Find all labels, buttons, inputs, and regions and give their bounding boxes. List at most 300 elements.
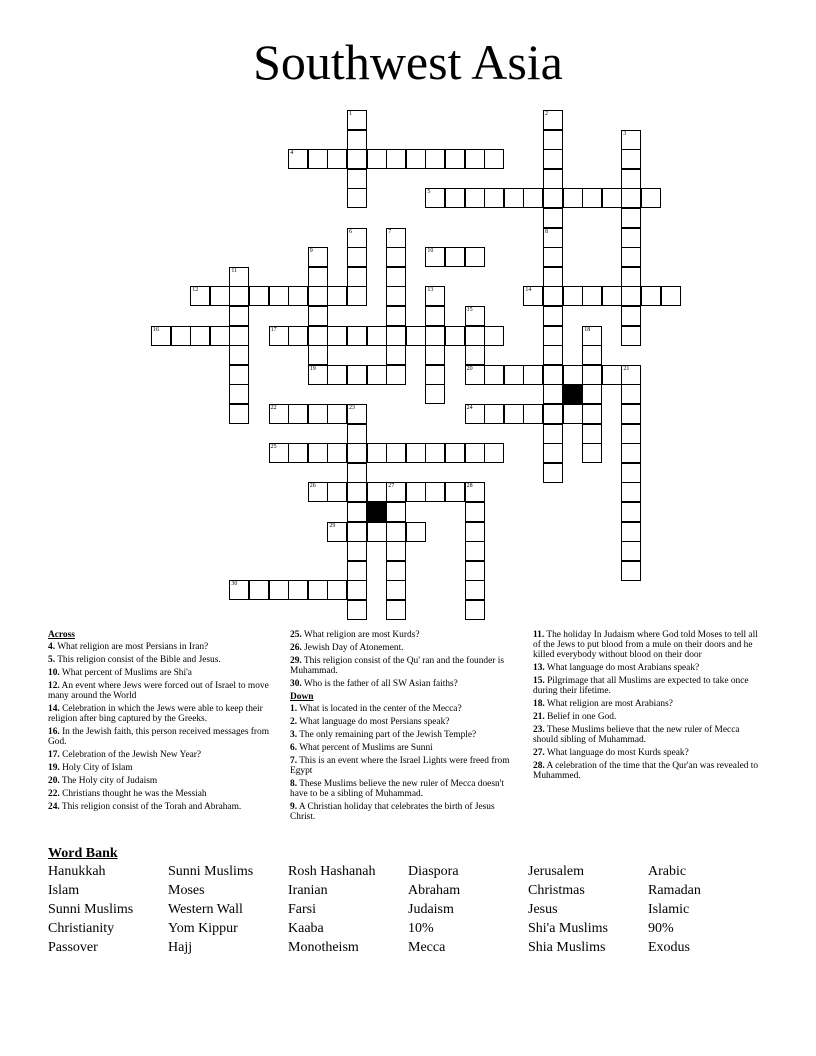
- clue: [48, 727, 284, 747]
- grid-cell[interactable]: [288, 149, 308, 169]
- grid-cell[interactable]: [386, 580, 406, 600]
- clue-text: These Muslims believe the new ruler of Mecca doesn't have to be a sibling of Muhammad.: [290, 779, 504, 799]
- grid-cell[interactable]: [425, 149, 445, 169]
- across-heading: Across: [48, 630, 75, 640]
- grid-cell[interactable]: [406, 522, 426, 542]
- grid-cell[interactable]: [543, 286, 563, 306]
- clue-number-label: 21.: [533, 712, 545, 722]
- grid-cell[interactable]: [484, 443, 504, 463]
- clue-text: This religion consist of the Qu' ran and the founder is Muhammad.: [290, 656, 504, 676]
- grid-cell[interactable]: [347, 286, 367, 306]
- grid-cell[interactable]: [563, 404, 583, 424]
- grid-cell[interactable]: [327, 365, 347, 385]
- clue-text: What percent of Muslims are Shi'a: [59, 668, 192, 678]
- grid-cell[interactable]: [229, 345, 249, 365]
- grid-cell[interactable]: [347, 443, 367, 463]
- grid-cell[interactable]: [190, 286, 210, 306]
- grid-cell[interactable]: [308, 326, 328, 346]
- clue-number-label: 8.: [290, 779, 298, 789]
- clue: [48, 750, 284, 760]
- grid-cell[interactable]: [621, 502, 641, 522]
- grid-cell[interactable]: [347, 424, 367, 444]
- grid-cell[interactable]: [386, 443, 406, 463]
- clue-number-label: 12.: [48, 681, 60, 691]
- word-bank-entry: Kaaba: [288, 921, 324, 936]
- grid-cell[interactable]: [425, 365, 445, 385]
- grid-cell[interactable]: [484, 149, 504, 169]
- clue-number-label: 2.: [290, 717, 298, 727]
- grid-cell[interactable]: [504, 188, 524, 208]
- grid-cell[interactable]: [465, 326, 485, 346]
- grid-cell[interactable]: [425, 326, 445, 346]
- grid-cell[interactable]: [641, 286, 661, 306]
- clue-number-label: 9.: [290, 802, 298, 812]
- grid-cell[interactable]: [582, 345, 602, 365]
- clue-number: 29: [329, 522, 336, 529]
- grid-cell[interactable]: [386, 267, 406, 287]
- word-bank-entry: Monotheism: [288, 940, 359, 955]
- grid-cell[interactable]: [347, 482, 367, 502]
- grid-cell[interactable]: [465, 404, 485, 424]
- grid-cell[interactable]: [465, 522, 485, 542]
- clue: [290, 630, 518, 640]
- grid-cell[interactable]: [386, 541, 406, 561]
- grid-cell[interactable]: [445, 247, 465, 267]
- grid-cell[interactable]: [386, 149, 406, 169]
- clue-number-label: 3.: [290, 730, 298, 740]
- grid-cell[interactable]: [543, 267, 563, 287]
- clue-number: 5: [427, 189, 431, 196]
- clue: [533, 748, 765, 758]
- grid-cell[interactable]: [308, 247, 328, 267]
- grid-cell[interactable]: [543, 247, 563, 267]
- grid-cell[interactable]: [347, 228, 367, 248]
- grid-cell[interactable]: [308, 482, 328, 502]
- clue-number-label: 19.: [48, 763, 60, 773]
- grid-cell[interactable]: [661, 286, 681, 306]
- grid-cell[interactable]: [425, 306, 445, 326]
- grid-cell[interactable]: [288, 326, 308, 346]
- clue-text: What language do most Arabians speak?: [544, 663, 700, 673]
- grid-cell[interactable]: [445, 149, 465, 169]
- grid-cell[interactable]: [367, 443, 387, 463]
- clue-text: What percent of Muslims are Sunni: [297, 743, 433, 753]
- word-bank-entry: Abraham: [408, 883, 461, 898]
- grid-cell[interactable]: [621, 463, 641, 483]
- grid-cell[interactable]: [308, 149, 328, 169]
- grid-cell[interactable]: [308, 580, 328, 600]
- grid-cell[interactable]: [229, 306, 249, 326]
- word-bank-entry: Diaspora: [408, 864, 459, 879]
- grid-cell[interactable]: [327, 149, 347, 169]
- clue: [290, 704, 518, 714]
- grid-cell[interactable]: [229, 384, 249, 404]
- grid-cell[interactable]: [171, 326, 191, 346]
- grid-cell[interactable]: [621, 482, 641, 502]
- grid-cell[interactable]: [465, 365, 485, 385]
- grid-cell[interactable]: [327, 286, 347, 306]
- grid-cell[interactable]: [210, 286, 230, 306]
- grid-cell[interactable]: [543, 384, 563, 404]
- grid-cell[interactable]: [543, 228, 563, 248]
- grid-cell[interactable]: [543, 443, 563, 463]
- grid-cell[interactable]: [582, 424, 602, 444]
- grid-cell[interactable]: [347, 130, 367, 150]
- grid-cell[interactable]: [465, 580, 485, 600]
- clue: [533, 761, 765, 781]
- grid-cell[interactable]: [523, 404, 543, 424]
- grid-cell[interactable]: [621, 169, 641, 189]
- grid-cell[interactable]: [465, 600, 485, 620]
- grid-cell[interactable]: [367, 326, 387, 346]
- grid-cell[interactable]: [465, 561, 485, 581]
- grid-cell[interactable]: [621, 208, 641, 228]
- grid-cell[interactable]: [288, 443, 308, 463]
- grid-cell[interactable]: [386, 561, 406, 581]
- clue-number: 3: [623, 130, 627, 137]
- grid-cell[interactable]: [347, 522, 367, 542]
- clue-number: 21: [623, 365, 630, 372]
- grid-cell[interactable]: [406, 326, 426, 346]
- clue-text: This is an event where the Israel Lights were freed from Egypt: [290, 756, 510, 776]
- clue-number: 4: [290, 150, 294, 157]
- grid-cell[interactable]: [621, 404, 641, 424]
- grid-cell[interactable]: [621, 149, 641, 169]
- grid-cell[interactable]: [543, 169, 563, 189]
- clue-text: What religion are most Kurds?: [301, 630, 420, 640]
- grid-cell[interactable]: [347, 502, 367, 522]
- clue: [48, 789, 284, 799]
- grid-cell[interactable]: [288, 404, 308, 424]
- grid-cell[interactable]: [269, 286, 289, 306]
- grid-cell[interactable]: [386, 326, 406, 346]
- grid-cell[interactable]: [621, 130, 641, 150]
- clue: [533, 676, 765, 696]
- word-bank-title: Word Bank: [48, 846, 118, 861]
- grid-cell[interactable]: [386, 247, 406, 267]
- grid-cell[interactable]: [367, 522, 387, 542]
- clue-number-label: 26.: [290, 643, 302, 653]
- grid-cell[interactable]: [327, 522, 347, 542]
- clue-number-label: 7.: [290, 756, 298, 766]
- clue-number-label: 23.: [533, 725, 545, 735]
- grid-cell[interactable]: [327, 404, 347, 424]
- grid-cell[interactable]: [582, 188, 602, 208]
- clue-text: An event where Jews were forced out of Israel to move many around the World: [48, 681, 269, 701]
- grid-cell[interactable]: [347, 404, 367, 424]
- grid-cell[interactable]: [523, 188, 543, 208]
- grid-cell[interactable]: [308, 404, 328, 424]
- word-bank-entry: Sunni Muslims: [48, 902, 134, 917]
- grid-cell[interactable]: [504, 365, 524, 385]
- grid-cell[interactable]: [269, 443, 289, 463]
- clue-number: 19: [309, 365, 316, 372]
- grid-cell[interactable]: [386, 365, 406, 385]
- clue: [290, 679, 518, 689]
- clue-number-label: 6.: [290, 743, 298, 753]
- clue-number-label: 30.: [290, 679, 302, 689]
- grid-cell[interactable]: [386, 345, 406, 365]
- word-bank-entry: Exodus: [648, 940, 690, 955]
- grid-cell[interactable]: [543, 149, 563, 169]
- grid-cell[interactable]: [582, 286, 602, 306]
- word-bank-entry: Jerusalem: [528, 864, 584, 879]
- grid-cell[interactable]: [425, 286, 445, 306]
- clue-text: A celebration of the time that the Qur'an was revealed to Muhammed.: [533, 761, 759, 781]
- grid-cell[interactable]: [563, 286, 583, 306]
- word-bank-entry: Mecca: [408, 940, 446, 955]
- grid-cell[interactable]: [621, 561, 641, 581]
- grid-cell[interactable]: [563, 188, 583, 208]
- grid-cell[interactable]: [406, 443, 426, 463]
- grid-cell[interactable]: [465, 345, 485, 365]
- grid-cell[interactable]: [249, 286, 269, 306]
- grid-cell[interactable]: [465, 149, 485, 169]
- grid-cell[interactable]: [308, 365, 328, 385]
- grid-cell[interactable]: [327, 443, 347, 463]
- grid-cell[interactable]: [347, 169, 367, 189]
- grid-cell[interactable]: [229, 326, 249, 346]
- grid-cell[interactable]: [543, 463, 563, 483]
- grid-cell[interactable]: [484, 326, 504, 346]
- grid-cell[interactable]: [229, 267, 249, 287]
- grid-cell[interactable]: [386, 228, 406, 248]
- clue-number-label: 22.: [48, 789, 60, 799]
- grid-cell[interactable]: [621, 522, 641, 542]
- grid-cell[interactable]: [602, 365, 622, 385]
- clue-number: 26: [309, 483, 316, 490]
- clue-number-label: 15.: [533, 676, 545, 686]
- grid-cell[interactable]: [308, 306, 328, 326]
- clue-number: 1: [349, 111, 352, 117]
- grid-cell[interactable]: [425, 443, 445, 463]
- grid-cell[interactable]: [484, 365, 504, 385]
- grid-cell[interactable]: [543, 365, 563, 385]
- grid-cell[interactable]: [190, 326, 210, 346]
- grid-cell[interactable]: [367, 365, 387, 385]
- word-bank-entry: Shi'a Muslims: [528, 921, 608, 936]
- grid-cell[interactable]: [367, 482, 387, 502]
- clue-text: These Muslims believe that the new ruler of Mecca should sibling of Muhammad.: [533, 725, 740, 745]
- grid-cell[interactable]: [386, 600, 406, 620]
- grid-cell[interactable]: [543, 404, 563, 424]
- grid-cell[interactable]: [582, 326, 602, 346]
- grid-cell[interactable]: [621, 267, 641, 287]
- word-bank-entry: 90%: [648, 921, 674, 936]
- grid-cell[interactable]: [406, 149, 426, 169]
- grid-cell[interactable]: [543, 306, 563, 326]
- grid-cell[interactable]: [445, 482, 465, 502]
- grid-cell[interactable]: [347, 600, 367, 620]
- clue-number: 30: [231, 581, 238, 588]
- clue-text: This religion consist of the Bible and Jesus.: [55, 655, 221, 665]
- grid-cell[interactable]: [621, 541, 641, 561]
- grid-cell[interactable]: [445, 443, 465, 463]
- grid-cell[interactable]: [327, 580, 347, 600]
- grid-cell[interactable]: [563, 365, 583, 385]
- grid-cell[interactable]: [347, 463, 367, 483]
- grid-cell[interactable]: [229, 580, 249, 600]
- grid-cell[interactable]: [465, 541, 485, 561]
- grid-cell[interactable]: [484, 404, 504, 424]
- grid-cell[interactable]: [543, 130, 563, 150]
- clue-text: The holiday In Judaism where God told Moses to tell all of the Jews to put blood from a mule on their doors and he killed everybody without blood on their door: [533, 630, 758, 660]
- grid-cell[interactable]: [308, 267, 328, 287]
- clue-text: Celebration in which the Jews were able to keep their religion after bing captured by the Greeks.: [48, 704, 263, 724]
- clue-number-label: 14.: [48, 704, 60, 714]
- grid-cell[interactable]: [347, 188, 367, 208]
- grid-cell[interactable]: [523, 286, 543, 306]
- grid-cell[interactable]: [425, 384, 445, 404]
- grid-cell[interactable]: [582, 443, 602, 463]
- grid-cell[interactable]: [465, 188, 485, 208]
- grid-cell[interactable]: [308, 286, 328, 306]
- grid-cell[interactable]: [386, 306, 406, 326]
- grid-cell[interactable]: [504, 404, 524, 424]
- grid-cell[interactable]: [269, 580, 289, 600]
- grid-cell[interactable]: [386, 522, 406, 542]
- grid-cell[interactable]: [582, 384, 602, 404]
- grid-cell[interactable]: [210, 326, 230, 346]
- grid-cell[interactable]: [543, 208, 563, 228]
- across-clue-list: [48, 642, 284, 812]
- grid-cell[interactable]: [445, 188, 465, 208]
- clue: [290, 717, 518, 727]
- grid-cell[interactable]: [406, 482, 426, 502]
- grid-cell[interactable]: [621, 424, 641, 444]
- grid-cell[interactable]: [425, 482, 445, 502]
- grid-cell[interactable]: [445, 326, 465, 346]
- grid-cell[interactable]: [484, 188, 504, 208]
- clue: [533, 663, 765, 673]
- grid-cell[interactable]: [347, 110, 367, 130]
- grid-cell[interactable]: [465, 502, 485, 522]
- grid-cell[interactable]: [386, 502, 406, 522]
- grid-cell[interactable]: [347, 267, 367, 287]
- grid-cell[interactable]: [308, 345, 328, 365]
- grid-cell[interactable]: [621, 188, 641, 208]
- grid-cell[interactable]: [288, 580, 308, 600]
- grid-cell[interactable]: [269, 326, 289, 346]
- clue-number: 6: [349, 228, 352, 235]
- grid-cell[interactable]: [543, 110, 563, 130]
- clue-text: What religion are most Arabians?: [544, 699, 673, 709]
- grid-cell[interactable]: [425, 247, 445, 267]
- clue-text: Belief in one God.: [544, 712, 617, 722]
- clue-text: In the Jewish faith, this person received messages from God.: [48, 727, 270, 747]
- grid-cell[interactable]: [288, 286, 308, 306]
- grid-cell[interactable]: [621, 326, 641, 346]
- down-clue-list: [290, 704, 518, 822]
- grid-cell[interactable]: [543, 326, 563, 346]
- grid-cell[interactable]: [602, 286, 622, 306]
- word-bank-entry: Hajj: [168, 940, 193, 955]
- grid-cell[interactable]: [602, 188, 622, 208]
- grid-cell[interactable]: [543, 188, 563, 208]
- grid-cell[interactable]: [582, 404, 602, 424]
- grid-cell[interactable]: [347, 365, 367, 385]
- grid-cell[interactable]: [621, 228, 641, 248]
- grid-cell[interactable]: [347, 541, 367, 561]
- grid-cell[interactable]: [621, 365, 641, 385]
- clue-number-label: 18.: [533, 699, 545, 709]
- grid-cell[interactable]: [386, 286, 406, 306]
- grid-cell[interactable]: [249, 580, 269, 600]
- clue: [48, 763, 284, 773]
- grid-cell[interactable]: [621, 286, 641, 306]
- grid-cell[interactable]: [543, 345, 563, 365]
- grid-cell[interactable]: [327, 326, 347, 346]
- grid-cell[interactable]: [425, 345, 445, 365]
- grid-cell[interactable]: [582, 365, 602, 385]
- clue-number: 25: [270, 444, 277, 451]
- clue-number: 9: [309, 248, 313, 255]
- grid-cell[interactable]: [621, 306, 641, 326]
- clue-number-label: 10.: [48, 668, 60, 678]
- grid-cell[interactable]: [347, 247, 367, 267]
- clue-text: Pilgrimage that all Muslims are expected to take once during their lifetime.: [533, 676, 749, 696]
- grid-cell[interactable]: [425, 188, 445, 208]
- grid-cell[interactable]: [465, 306, 485, 326]
- clue: [533, 712, 765, 722]
- clue-number: 11: [231, 267, 238, 274]
- clue-number-label: 1.: [290, 704, 298, 714]
- grid-cell[interactable]: [347, 149, 367, 169]
- grid-cell[interactable]: [386, 482, 406, 502]
- page-title: Southwest Asia: [253, 34, 563, 90]
- clue-number-label: 20.: [48, 776, 60, 786]
- word-bank-entry: Western Wall: [168, 902, 243, 917]
- clue-text: Holy City of Islam: [59, 763, 133, 773]
- clue: [533, 725, 765, 745]
- grid-cell[interactable]: [229, 404, 249, 424]
- grid-cell[interactable]: [465, 443, 485, 463]
- grid-cell[interactable]: [621, 384, 641, 404]
- grid-cell[interactable]: [465, 247, 485, 267]
- clue: [290, 756, 518, 776]
- grid-cell[interactable]: [543, 424, 563, 444]
- clue-number: 13: [427, 287, 434, 294]
- grid-cell[interactable]: [327, 482, 347, 502]
- grid-cell[interactable]: [641, 188, 661, 208]
- clue-number: 28: [466, 483, 473, 490]
- across-clue-list-continued: [290, 630, 518, 689]
- clue-text: What language do most Persians speak?: [297, 717, 450, 727]
- grid-cell[interactable]: [347, 326, 367, 346]
- grid-cell[interactable]: [367, 149, 387, 169]
- clue-text: Celebration of the Jewish New Year?: [59, 750, 202, 760]
- grid-cell[interactable]: [308, 443, 328, 463]
- grid-cell[interactable]: [347, 561, 367, 581]
- grid-cell[interactable]: [151, 326, 171, 346]
- clue-text: A Christian holiday that celebrates the birth of Jesus Christ.: [290, 802, 495, 822]
- black-cell: [563, 384, 583, 404]
- clue-number: 12: [192, 287, 199, 294]
- grid-cell[interactable]: [523, 365, 543, 385]
- clue: [48, 802, 284, 812]
- grid-cell[interactable]: [269, 404, 289, 424]
- word-bank-entry: 10%: [408, 921, 434, 936]
- grid-cell[interactable]: [347, 580, 367, 600]
- grid-cell[interactable]: [621, 443, 641, 463]
- clue-number: 24: [466, 405, 473, 411]
- grid-cell[interactable]: [465, 482, 485, 502]
- grid-cell[interactable]: [229, 286, 249, 306]
- grid-cell[interactable]: [621, 247, 641, 267]
- grid-cell[interactable]: [229, 365, 249, 385]
- word-bank-entry: Ramadan: [648, 883, 701, 898]
- clue-text: This religion consist of the Torah and Abraham.: [59, 802, 242, 812]
